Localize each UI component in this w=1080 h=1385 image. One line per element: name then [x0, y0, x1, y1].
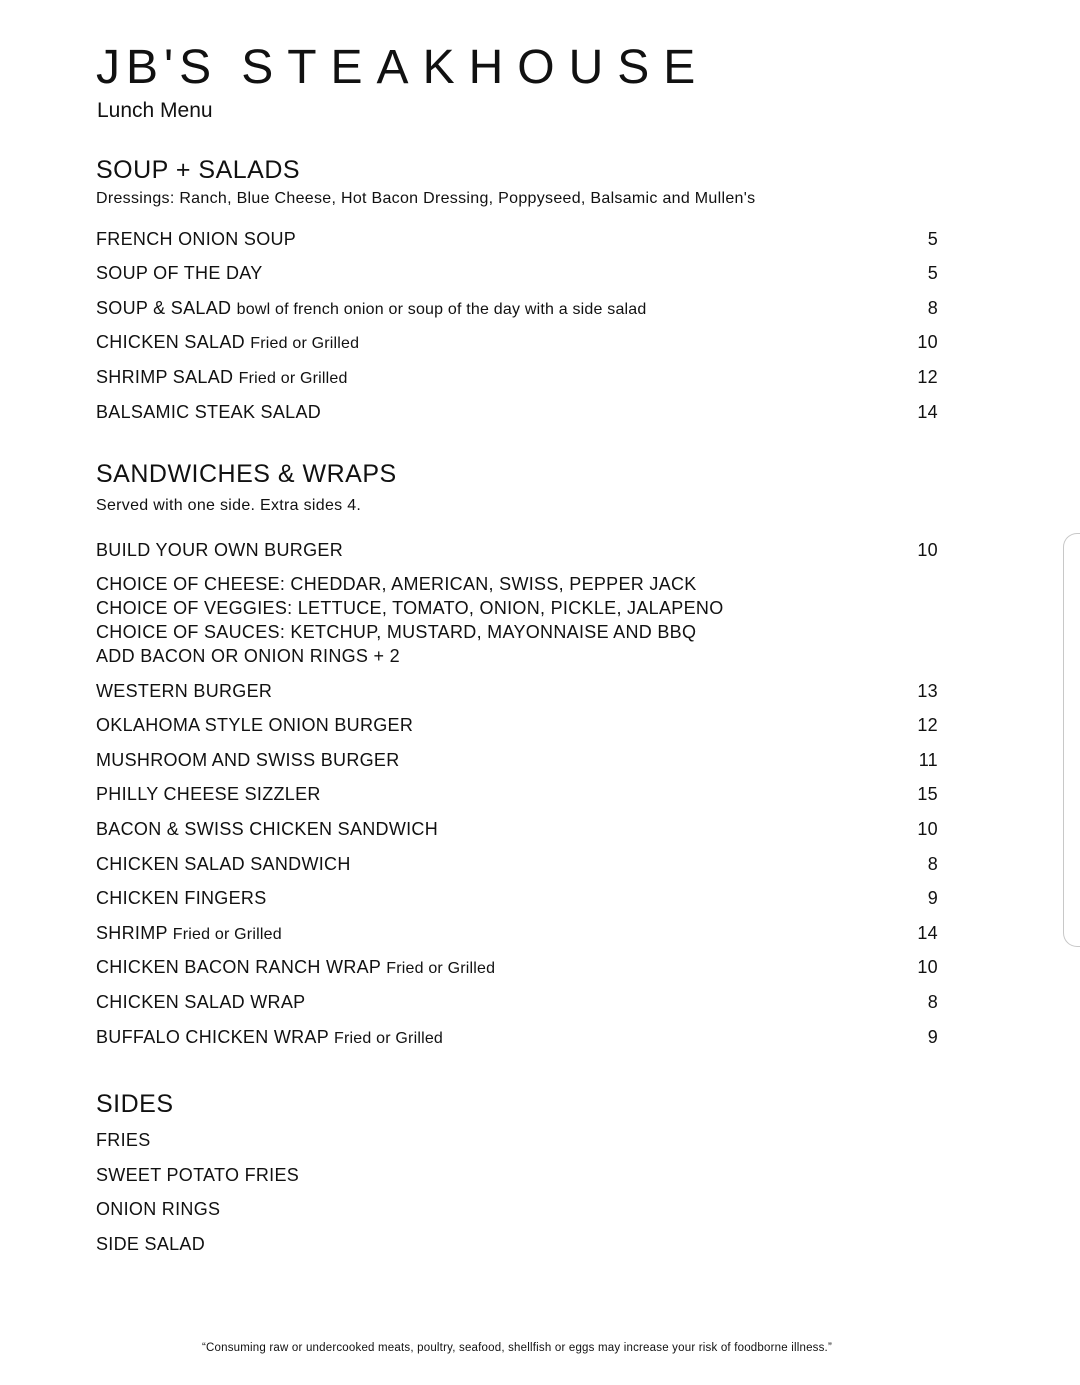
item-name: OKLAHOMA STYLE ONION BURGER — [96, 715, 414, 736]
menu-item-row — [96, 886, 938, 912]
item-label — [96, 715, 413, 736]
choice-line: CHOICE OF VEGGIES: LETTUCE, TOMATO, ONION, PICKLE, JALAPENO — [96, 598, 724, 618]
item-description: Fried or Grilled — [334, 1029, 444, 1047]
menu-item-row — [96, 226, 938, 252]
item-price: 10 — [917, 957, 938, 978]
item-price: 8 — [927, 853, 938, 874]
item-label — [96, 854, 351, 875]
item-label — [96, 332, 359, 353]
item-name: CHICKEN SALAD WRAP — [96, 991, 306, 1012]
menu-subtitle: Lunch Menu — [97, 99, 213, 122]
item-price: 13 — [917, 680, 938, 701]
choice-line: CHOICE OF SAUCES: KETCHUP, MUSTARD, MAYONNAISE AND BBQ — [96, 622, 697, 642]
item-label — [96, 229, 296, 250]
menu-item-row — [96, 364, 938, 390]
menu-item-row — [96, 399, 938, 425]
menu-item-row — [96, 295, 938, 321]
item-name: SHRIMP SALAD — [96, 366, 234, 387]
menu-item-row — [96, 747, 938, 773]
side-item: ONION RINGS — [96, 1199, 221, 1220]
brand-name-left: JB'S — [96, 41, 218, 94]
brand-name-right: STEAKHOUSE — [241, 41, 710, 94]
sides-note: Served with one side. Extra sides 4. — [96, 497, 362, 514]
item-label — [96, 750, 400, 771]
item-price: 5 — [927, 263, 938, 284]
item-price: 10 — [917, 818, 938, 839]
menu-item-build-your-own-burger — [96, 537, 938, 563]
menu-item-row — [96, 678, 938, 704]
item-name: SOUP OF THE DAY — [96, 263, 263, 284]
item-price: 15 — [917, 784, 938, 805]
choice-line: CHOICE OF CHEESE: CHEDDAR, AMERICAN, SWISS, PEPPER JACK — [96, 574, 697, 594]
item-name: FRENCH ONION SOUP — [96, 228, 297, 249]
item-price: 10 — [917, 539, 938, 560]
item-price: 8 — [927, 991, 938, 1012]
menu-item-row — [96, 920, 938, 946]
item-price: 9 — [927, 888, 938, 909]
item-name: CHICKEN SALAD SANDWICH — [96, 853, 351, 874]
item-price: 5 — [927, 228, 938, 249]
item-label — [96, 888, 267, 909]
item-name: CHICKEN FINGERS — [96, 888, 267, 909]
item-price: 12 — [917, 715, 938, 736]
item-description: Fried or Grilled — [238, 369, 348, 387]
item-price: 10 — [917, 332, 938, 353]
burger-choices — [96, 572, 724, 668]
item-name: PHILLY CHEESE SIZZLER — [96, 784, 321, 805]
menu-item-row — [96, 816, 938, 842]
item-label — [96, 992, 305, 1013]
item-name: BUFFALO CHICKEN WRAP — [96, 1026, 329, 1047]
item-price: 11 — [918, 749, 938, 770]
side-item: SIDE SALAD — [96, 1233, 206, 1254]
item-name: WESTERN BURGER — [96, 680, 273, 701]
item-name: BALSAMIC STEAK SALAD — [96, 401, 322, 422]
item-name: SHRIMP — [96, 922, 168, 943]
item-description: Fried or Grilled — [172, 925, 282, 943]
item-name: CHICKEN SALAD — [96, 332, 245, 353]
item-description: Fried or Grilled — [386, 960, 496, 978]
item-name: BUILD YOUR OWN BURGER — [96, 539, 343, 560]
item-name: MUSHROOM AND SWISS BURGER — [96, 749, 400, 770]
item-price: 14 — [917, 401, 938, 422]
section-title-soup-salads: SOUP + SALADS — [96, 156, 301, 184]
item-label — [96, 402, 321, 423]
side-item: FRIES — [96, 1130, 151, 1150]
menu-item-row — [96, 713, 938, 739]
item-name: CHICKEN BACON RANCH WRAP — [96, 957, 381, 978]
item-price: 8 — [927, 297, 938, 318]
item-name: BACON & SWISS CHICKEN SANDWICH — [96, 818, 439, 839]
restaurant-name — [96, 40, 709, 96]
item-label — [96, 681, 272, 702]
item-description: bowl of french onion or soup of the day with a side salad — [236, 300, 647, 318]
section-title-sides: SIDES — [96, 1090, 174, 1118]
item-label — [96, 784, 321, 805]
menu-item-row — [96, 989, 938, 1015]
menu-item-row — [96, 955, 938, 981]
menu-item-row — [96, 851, 938, 877]
menu-item-row — [96, 1024, 938, 1050]
item-label — [96, 1027, 443, 1048]
choice-line: ADD BACON OR ONION RINGS + 2 — [96, 646, 400, 666]
menu-item-row — [96, 330, 938, 356]
item-label — [96, 298, 647, 319]
scroll-handle[interactable] — [1063, 533, 1080, 947]
food-safety-disclaimer: “Consuming raw or undercooked meats, poultry, seafood, shellfish or eggs may increase your risk of foodborne illness.” — [202, 1342, 832, 1354]
item-label — [96, 923, 282, 944]
item-label — [96, 263, 263, 284]
item-price: 14 — [917, 922, 938, 943]
item-price: 9 — [927, 1026, 938, 1047]
side-item: SWEET POTATO FRIES — [96, 1164, 300, 1185]
dressings-note: Dressings: Ranch, Blue Cheese, Hot Bacon Dressing, Poppyseed, Balsamic and Mullen's — [96, 190, 756, 207]
item-label — [96, 819, 438, 840]
item-name: SOUP & SALAD — [96, 297, 232, 318]
item-description: Fried or Grilled — [250, 335, 360, 353]
menu-item-row — [96, 782, 938, 808]
item-label — [96, 957, 495, 978]
item-label — [96, 367, 348, 388]
menu-item-row — [96, 261, 938, 287]
section-title-sandwiches: SANDWICHES & WRAPS — [96, 460, 397, 488]
item-price: 12 — [917, 366, 938, 387]
